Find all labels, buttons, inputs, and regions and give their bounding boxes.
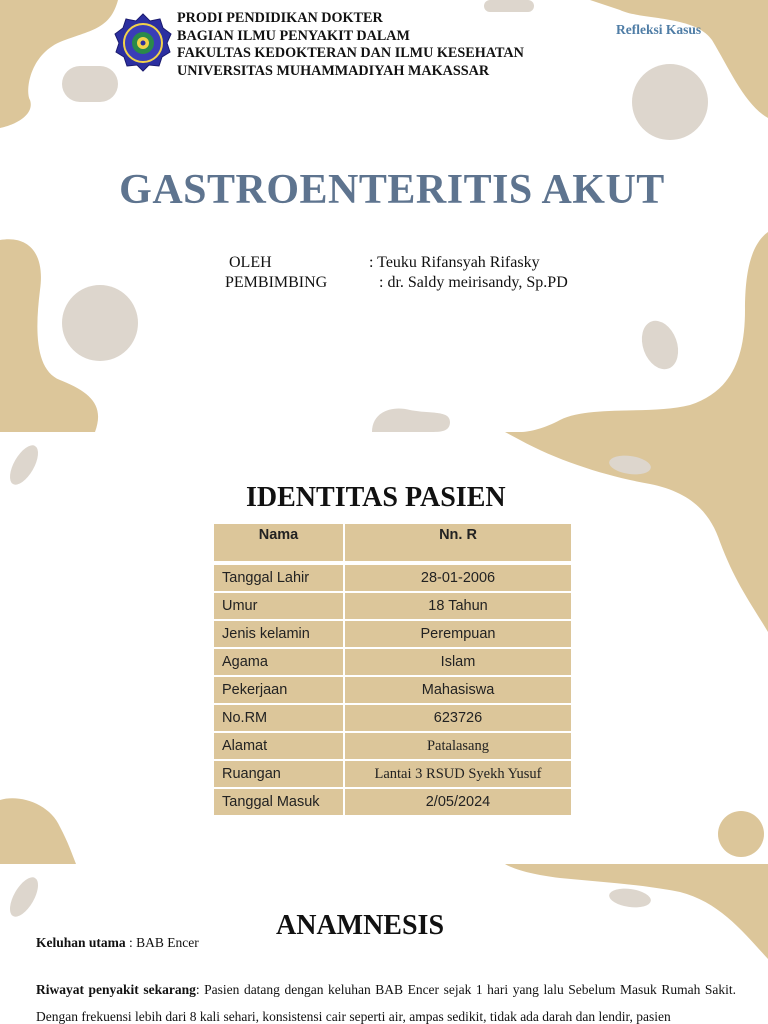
chief-complaint [36, 935, 736, 951]
table-row [213, 704, 572, 732]
row-label: Agama [213, 648, 344, 676]
blob-top-left [0, 0, 118, 128]
row-label: Tanggal Masuk [213, 788, 344, 816]
document-type-label: Refleksi Kasus [616, 22, 702, 37]
present-illness-label: Riwayat penyakit sekarang [36, 982, 196, 997]
row-value: 2/05/2024 [344, 788, 572, 816]
table-row [213, 620, 572, 648]
row-value: Patalasang [344, 732, 572, 760]
table-row [213, 676, 572, 704]
table-header-cell: Nama [213, 523, 344, 562]
identity-page [0, 432, 768, 864]
row-label: Ruangan [213, 760, 344, 788]
row-label: Pekerjaan [213, 676, 344, 704]
row-value: 28-01-2006 [344, 564, 572, 592]
supervisor-label: PEMBIMBING [225, 274, 328, 291]
blob-right-drop [635, 316, 684, 375]
table-header-cell: Nn. R [344, 523, 572, 562]
row-value: 623726 [344, 704, 572, 732]
identity-title: IDENTITAS PASIEN [246, 482, 506, 513]
anamnesis-page [0, 864, 768, 1024]
blob-left-pill [62, 66, 118, 102]
drop-right-3 [608, 886, 652, 910]
row-label: Jenis kelamin [213, 620, 344, 648]
row-label: Umur [213, 592, 344, 620]
table-row [213, 732, 572, 760]
chief-complaint-value: : BAB Encer [125, 935, 199, 950]
table-row [213, 564, 572, 592]
table-row [213, 788, 572, 816]
row-value: 18 Tahun [344, 592, 572, 620]
supervisor-value: : dr. Saldy meirisandy, Sp.PD [379, 274, 568, 291]
anamnesis-title: ANAMNESIS [276, 910, 445, 941]
institution-header [177, 10, 524, 80]
row-label: Alamat [213, 732, 344, 760]
drop-left-3 [4, 873, 43, 921]
row-value: Islam [344, 648, 572, 676]
row-value: Lantai 3 RSUD Syekh Yusuf [344, 760, 572, 788]
blob-bottom-left-2 [0, 798, 76, 864]
patient-identity-table [212, 522, 573, 817]
present-illness-text: : Pasien datang dengan keluhan BAB Encer sejak 1 hari yang lalu Sebelum Masuk Rumah Sakit. Dengan frekuensi lebih dari 8 kali sehari, konsistensi cair seperti air, ampas sedikit, tidak ada darah dan lendir, pasien [36, 982, 737, 1024]
header-line: UNIVERSITAS MUHAMMADIYAH MAKASSAR [177, 62, 490, 79]
circle-left-middle [62, 285, 138, 361]
header-line: PRODI PENDIDIKAN DOKTER [177, 10, 383, 26]
row-label: No.RM [213, 704, 344, 732]
blob-bottom-center [372, 408, 450, 432]
circle-top-right [632, 64, 708, 140]
row-label: Tanggal Lahir [213, 564, 344, 592]
author-label: OLEH [229, 254, 272, 271]
table-row [213, 592, 572, 620]
cover-page [0, 0, 768, 432]
page-title: GASTROENTERITIS AKUT [119, 167, 665, 213]
table-row [213, 760, 572, 788]
circle-bottom-right-2 [718, 811, 764, 857]
row-value: Mahasiswa [344, 676, 572, 704]
present-illness-history [36, 976, 736, 1024]
author-value: : Teuku Rifansyah Rifasky [369, 254, 540, 271]
university-logo [113, 12, 173, 72]
table-header-row [213, 523, 572, 562]
header-line: BAGIAN ILMU PENYAKIT DALAM [177, 27, 410, 44]
chief-complaint-label: Keluhan utama [36, 935, 126, 950]
table-row [213, 648, 572, 676]
header-line: FAKULTAS KEDOKTERAN DAN ILMU KESEHATAN [177, 45, 524, 61]
row-value: Perempuan [344, 620, 572, 648]
drop-left-2 [4, 441, 43, 489]
